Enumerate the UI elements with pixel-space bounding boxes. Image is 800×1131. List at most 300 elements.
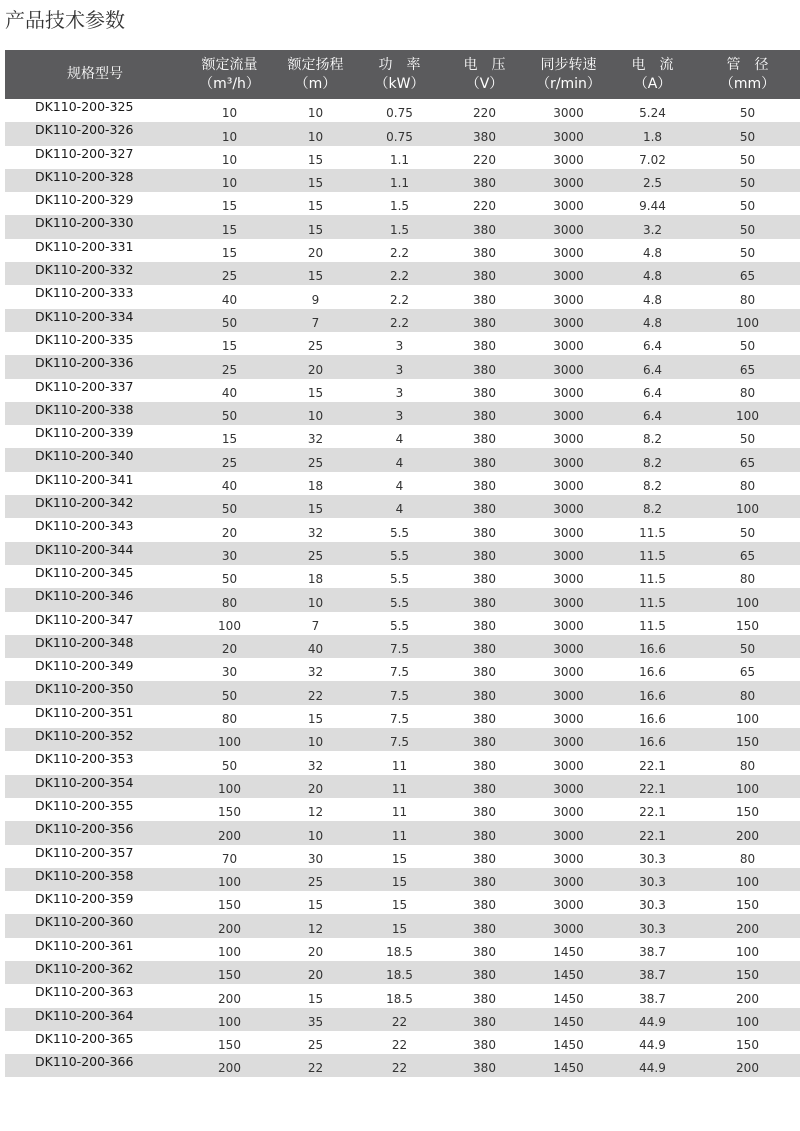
- head-cell: 12: [307, 805, 324, 820]
- table-row: [5, 215, 800, 238]
- current-cell: 4.8: [642, 246, 663, 261]
- table-row: [5, 1054, 800, 1077]
- head-cell: 32: [307, 758, 324, 773]
- table-row: [5, 728, 800, 751]
- head-cell: 30: [307, 851, 324, 866]
- column-header-unit: （kW）: [374, 75, 425, 92]
- voltage-cell: 380: [473, 432, 496, 447]
- voltage-cell: 380: [473, 758, 496, 773]
- head-cell: 15: [307, 269, 324, 284]
- current-cell: 22.1: [639, 805, 666, 820]
- flow-cell: 10: [221, 129, 238, 144]
- table-row: [5, 658, 800, 681]
- flow-cell: 20: [221, 525, 238, 540]
- head-cell: 20: [307, 246, 324, 261]
- table-row: [5, 379, 800, 402]
- flow-cell: 200: [218, 921, 241, 936]
- model-cell: DK110-200-363: [35, 984, 134, 1000]
- power-cell: 2.2: [389, 269, 410, 284]
- model-cell: DK110-200-358: [35, 867, 134, 883]
- head-cell: 25: [307, 1038, 324, 1053]
- model-cell: DK110-200-330: [35, 215, 134, 231]
- flow-cell: 15: [221, 432, 238, 447]
- model-cell: DK110-200-336: [35, 355, 134, 371]
- head-cell: 22: [307, 688, 324, 703]
- head-cell: 25: [307, 548, 324, 563]
- voltage-cell: 380: [473, 409, 496, 424]
- model-cell: DK110-200-331: [35, 238, 134, 254]
- table-row: [5, 169, 800, 192]
- pipe-diameter-cell: 50: [739, 106, 756, 121]
- model-cell: DK110-200-350: [35, 681, 134, 697]
- table-row: [5, 565, 800, 588]
- model-cell: DK110-200-355: [35, 797, 134, 813]
- table-body: [5, 99, 800, 1077]
- power-cell: 4: [395, 455, 404, 470]
- current-cell: 30.3: [639, 898, 666, 913]
- column-header-name: 规格型号: [67, 66, 123, 82]
- power-cell: 2.2: [389, 315, 410, 330]
- power-cell: 7.5: [389, 642, 410, 657]
- model-cell: DK110-200-340: [35, 448, 134, 464]
- column-header-name: 电 流: [631, 56, 674, 73]
- voltage-cell: 380: [473, 548, 496, 563]
- speed-cell: 3000: [553, 152, 584, 167]
- power-cell: 18.5: [386, 991, 413, 1006]
- model-cell: DK110-200-356: [35, 821, 134, 837]
- flow-cell: 50: [221, 409, 238, 424]
- current-cell: 38.7: [639, 968, 666, 983]
- flow-cell: 50: [221, 572, 238, 587]
- voltage-cell: 380: [473, 805, 496, 820]
- column-header-unit: （m³/h）: [199, 75, 260, 92]
- head-cell: 10: [307, 828, 324, 843]
- head-cell: 15: [307, 152, 324, 167]
- current-cell: 22.1: [639, 758, 666, 773]
- power-cell: 0.75: [386, 106, 413, 121]
- model-cell: DK110-200-354: [35, 774, 134, 790]
- power-cell: 18.5: [386, 968, 413, 983]
- model-cell: DK110-200-344: [35, 541, 134, 557]
- voltage-cell: 380: [473, 851, 496, 866]
- head-cell: 32: [307, 432, 324, 447]
- current-cell: 6.4: [642, 339, 663, 354]
- model-cell: DK110-200-333: [35, 285, 134, 301]
- power-cell: 7.5: [389, 712, 410, 727]
- model-cell: DK110-200-349: [35, 658, 134, 674]
- current-cell: 8.2: [642, 479, 663, 494]
- model-cell: DK110-200-325: [35, 99, 134, 114]
- pipe-diameter-cell: 100: [736, 712, 759, 727]
- current-cell: 9.44: [639, 199, 666, 214]
- flow-cell: 100: [218, 735, 241, 750]
- head-cell: 20: [307, 968, 324, 983]
- flow-cell: 50: [221, 758, 238, 773]
- current-cell: 8.2: [642, 432, 663, 447]
- voltage-cell: 380: [473, 315, 496, 330]
- voltage-cell: 380: [473, 944, 496, 959]
- table-row: [5, 472, 800, 495]
- flow-cell: 150: [218, 968, 241, 983]
- speed-cell: 3000: [553, 525, 584, 540]
- table-row: [5, 122, 800, 145]
- speed-cell: 3000: [553, 805, 584, 820]
- current-cell: 3.2: [642, 222, 663, 237]
- flow-cell: 10: [221, 106, 238, 121]
- flow-cell: 15: [221, 246, 238, 261]
- speed-cell: 3000: [553, 339, 584, 354]
- table-row: [5, 332, 800, 355]
- speed-cell: 3000: [553, 921, 584, 936]
- speed-cell: 3000: [553, 432, 584, 447]
- voltage-cell: 220: [473, 199, 496, 214]
- power-cell: 11: [391, 781, 408, 796]
- table-row: [5, 192, 800, 215]
- power-cell: 5.5: [389, 595, 410, 610]
- column-header-power: [357, 50, 442, 99]
- header-row: [5, 50, 800, 99]
- column-header-name: 额定流量: [201, 56, 258, 73]
- flow-cell: 50: [221, 502, 238, 517]
- speed-cell: 3000: [553, 735, 584, 750]
- flow-cell: 150: [218, 1038, 241, 1053]
- pipe-diameter-cell: 100: [736, 502, 759, 517]
- power-cell: 5.5: [389, 572, 410, 587]
- current-cell: 30.3: [639, 921, 666, 936]
- current-cell: 8.2: [642, 502, 663, 517]
- voltage-cell: 380: [473, 595, 496, 610]
- table-row: [5, 751, 800, 774]
- current-cell: 1.8: [642, 129, 663, 144]
- speed-cell: 3000: [553, 129, 584, 144]
- pipe-diameter-cell: 65: [739, 665, 756, 680]
- power-cell: 5.5: [389, 525, 410, 540]
- head-cell: 40: [307, 642, 324, 657]
- current-cell: 38.7: [639, 991, 666, 1006]
- power-cell: 2.2: [389, 246, 410, 261]
- head-cell: 25: [307, 875, 324, 890]
- flow-cell: 100: [218, 618, 241, 633]
- pipe-diameter-cell: 150: [736, 618, 759, 633]
- model-cell: DK110-200-332: [35, 262, 134, 278]
- table-row: [5, 355, 800, 378]
- pipe-diameter-cell: 50: [739, 222, 756, 237]
- column-header-name: 电 压: [463, 56, 506, 73]
- current-cell: 11.5: [639, 525, 666, 540]
- table-row: [5, 146, 800, 169]
- model-cell: DK110-200-338: [35, 401, 134, 417]
- table-row: [5, 705, 800, 728]
- voltage-cell: 380: [473, 525, 496, 540]
- current-cell: 6.4: [642, 409, 663, 424]
- head-cell: 10: [307, 409, 324, 424]
- current-cell: 4.8: [642, 269, 663, 284]
- power-cell: 4: [395, 479, 404, 494]
- head-cell: 25: [307, 339, 324, 354]
- current-cell: 16.6: [639, 712, 666, 727]
- power-cell: 22: [391, 1014, 408, 1029]
- speed-cell: 3000: [553, 548, 584, 563]
- speed-cell: 1450: [553, 968, 584, 983]
- voltage-cell: 380: [473, 455, 496, 470]
- voltage-cell: 380: [473, 222, 496, 237]
- speed-cell: 3000: [553, 292, 584, 307]
- power-cell: 7.5: [389, 665, 410, 680]
- flow-cell: 15: [221, 222, 238, 237]
- speed-cell: 3000: [553, 781, 584, 796]
- table-row: [5, 99, 800, 122]
- voltage-cell: 220: [473, 152, 496, 167]
- pipe-diameter-cell: 80: [739, 479, 756, 494]
- flow-cell: 100: [218, 944, 241, 959]
- flow-cell: 40: [221, 292, 238, 307]
- column-header-head: [274, 50, 357, 99]
- speed-cell: 1450: [553, 1061, 584, 1076]
- model-cell: DK110-200-339: [35, 425, 134, 441]
- flow-cell: 30: [221, 665, 238, 680]
- column-header-name: 同步转速: [540, 56, 597, 73]
- speed-cell: 1450: [553, 944, 584, 959]
- head-cell: 15: [307, 502, 324, 517]
- head-cell: 15: [307, 385, 324, 400]
- pipe-diameter-cell: 80: [739, 572, 756, 587]
- pipe-diameter-cell: 100: [736, 315, 759, 330]
- column-header-flow: [185, 50, 274, 99]
- flow-cell: 30: [221, 548, 238, 563]
- power-cell: 4: [395, 502, 404, 517]
- power-cell: 2.2: [389, 292, 410, 307]
- pipe-diameter-cell: 200: [736, 921, 759, 936]
- speed-cell: 3000: [553, 315, 584, 330]
- speed-cell: 3000: [553, 502, 584, 517]
- head-cell: 25: [307, 455, 324, 470]
- pipe-diameter-cell: 50: [739, 246, 756, 261]
- table-row: [5, 821, 800, 844]
- pipe-diameter-cell: 200: [736, 1061, 759, 1076]
- speed-cell: 3000: [553, 595, 584, 610]
- voltage-cell: 380: [473, 968, 496, 983]
- flow-cell: 15: [221, 199, 238, 214]
- flow-cell: 100: [218, 781, 241, 796]
- pipe-diameter-cell: 65: [739, 455, 756, 470]
- pipe-diameter-cell: 65: [739, 269, 756, 284]
- head-cell: 10: [307, 129, 324, 144]
- voltage-cell: 220: [473, 106, 496, 121]
- head-cell: 15: [307, 199, 324, 214]
- speed-cell: 1450: [553, 1014, 584, 1029]
- column-header-unit: （mm）: [719, 75, 776, 92]
- model-cell: DK110-200-351: [35, 704, 134, 720]
- pipe-diameter-cell: 50: [739, 199, 756, 214]
- voltage-cell: 380: [473, 176, 496, 191]
- head-cell: 20: [307, 362, 324, 377]
- head-cell: 9: [311, 292, 320, 307]
- head-cell: 7: [311, 315, 320, 330]
- power-cell: 7.5: [389, 688, 410, 703]
- voltage-cell: 380: [473, 246, 496, 261]
- power-cell: 3: [395, 362, 404, 377]
- flow-cell: 200: [218, 1061, 241, 1076]
- model-cell: DK110-200-346: [35, 588, 134, 604]
- voltage-cell: 380: [473, 1038, 496, 1053]
- model-cell: DK110-200-357: [35, 844, 134, 860]
- pipe-diameter-cell: 150: [736, 898, 759, 913]
- model-cell: DK110-200-361: [35, 937, 134, 953]
- table-row: [5, 914, 800, 937]
- column-header-name: 功 率: [378, 56, 421, 73]
- model-cell: DK110-200-328: [35, 168, 134, 184]
- flow-cell: 25: [221, 362, 238, 377]
- table-row: [5, 635, 800, 658]
- power-cell: 4: [395, 432, 404, 447]
- speed-cell: 3000: [553, 362, 584, 377]
- model-cell: DK110-200-334: [35, 308, 134, 324]
- table-row: [5, 239, 800, 262]
- current-cell: 30.3: [639, 875, 666, 890]
- power-cell: 3: [395, 409, 404, 424]
- pipe-diameter-cell: 80: [739, 385, 756, 400]
- page-title: 产品技术参数: [5, 8, 125, 32]
- speed-cell: 3000: [553, 269, 584, 284]
- flow-cell: 100: [218, 1014, 241, 1029]
- speed-cell: 3000: [553, 688, 584, 703]
- flow-cell: 50: [221, 688, 238, 703]
- head-cell: 15: [307, 991, 324, 1006]
- model-cell: DK110-200-348: [35, 634, 134, 650]
- head-cell: 10: [307, 106, 324, 121]
- pipe-diameter-cell: 50: [739, 152, 756, 167]
- speed-cell: 3000: [553, 851, 584, 866]
- flow-cell: 80: [221, 712, 238, 727]
- model-cell: DK110-200-353: [35, 751, 134, 767]
- model-cell: DK110-200-337: [35, 378, 134, 394]
- table-row: [5, 588, 800, 611]
- pipe-diameter-cell: 200: [736, 991, 759, 1006]
- flow-cell: 200: [218, 991, 241, 1006]
- flow-cell: 150: [218, 805, 241, 820]
- voltage-cell: 380: [473, 572, 496, 587]
- pipe-diameter-cell: 50: [739, 525, 756, 540]
- pipe-diameter-cell: 50: [739, 339, 756, 354]
- table-row: [5, 448, 800, 471]
- current-cell: 44.9: [639, 1061, 666, 1076]
- current-cell: 16.6: [639, 642, 666, 657]
- current-cell: 44.9: [639, 1014, 666, 1029]
- table-row: [5, 1031, 800, 1054]
- column-header-model: [5, 50, 185, 99]
- voltage-cell: 380: [473, 898, 496, 913]
- speed-cell: 3000: [553, 618, 584, 633]
- power-cell: 5.5: [389, 618, 410, 633]
- voltage-cell: 380: [473, 618, 496, 633]
- pipe-diameter-cell: 50: [739, 432, 756, 447]
- speed-cell: 3000: [553, 828, 584, 843]
- power-cell: 11: [391, 758, 408, 773]
- voltage-cell: 380: [473, 665, 496, 680]
- model-cell: DK110-200-359: [35, 891, 134, 907]
- voltage-cell: 380: [473, 292, 496, 307]
- head-cell: 15: [307, 898, 324, 913]
- table-row: [5, 775, 800, 798]
- head-cell: 15: [307, 712, 324, 727]
- current-cell: 4.8: [642, 315, 663, 330]
- model-cell: DK110-200-347: [35, 611, 134, 627]
- table-row: [5, 961, 800, 984]
- table-header: [5, 50, 800, 99]
- speed-cell: 3000: [553, 385, 584, 400]
- pipe-diameter-cell: 50: [739, 176, 756, 191]
- column-header-unit: （V）: [465, 75, 504, 92]
- column-header-unit: （A）: [633, 75, 672, 92]
- head-cell: 35: [307, 1014, 324, 1029]
- speed-cell: 3000: [553, 898, 584, 913]
- flow-cell: 100: [218, 875, 241, 890]
- power-cell: 3: [395, 339, 404, 354]
- pipe-diameter-cell: 100: [736, 781, 759, 796]
- pipe-diameter-cell: 100: [736, 409, 759, 424]
- pipe-diameter-cell: 100: [736, 1014, 759, 1029]
- table-row: [5, 518, 800, 541]
- model-cell: DK110-200-366: [35, 1054, 134, 1070]
- pipe-diameter-cell: 100: [736, 944, 759, 959]
- power-cell: 1.5: [389, 199, 410, 214]
- model-cell: DK110-200-364: [35, 1007, 134, 1023]
- current-cell: 16.6: [639, 665, 666, 680]
- speed-cell: 3000: [553, 875, 584, 890]
- head-cell: 7: [311, 618, 320, 633]
- model-cell: DK110-200-329: [35, 192, 134, 208]
- power-cell: 5.5: [389, 548, 410, 563]
- flow-cell: 200: [218, 828, 241, 843]
- pipe-diameter-cell: 150: [736, 1038, 759, 1053]
- speed-cell: 3000: [553, 665, 584, 680]
- model-cell: DK110-200-345: [35, 564, 134, 580]
- pipe-diameter-cell: 50: [739, 642, 756, 657]
- head-cell: 15: [307, 222, 324, 237]
- table-row: [5, 425, 800, 448]
- power-cell: 15: [391, 851, 408, 866]
- current-cell: 6.4: [642, 362, 663, 377]
- pipe-diameter-cell: 200: [736, 828, 759, 843]
- table-row: [5, 612, 800, 635]
- column-header-name: 额定扬程: [287, 56, 344, 73]
- speed-cell: 3000: [553, 176, 584, 191]
- power-cell: 18.5: [386, 944, 413, 959]
- head-cell: 32: [307, 525, 324, 540]
- current-cell: 7.02: [639, 152, 666, 167]
- column-header-current: [610, 50, 695, 99]
- voltage-cell: 380: [473, 385, 496, 400]
- voltage-cell: 380: [473, 642, 496, 657]
- speed-cell: 3000: [553, 758, 584, 773]
- flow-cell: 10: [221, 176, 238, 191]
- power-cell: 15: [391, 898, 408, 913]
- pipe-diameter-cell: 150: [736, 735, 759, 750]
- current-cell: 8.2: [642, 455, 663, 470]
- voltage-cell: 380: [473, 781, 496, 796]
- speed-cell: 1450: [553, 991, 584, 1006]
- voltage-cell: 380: [473, 875, 496, 890]
- current-cell: 22.1: [639, 781, 666, 796]
- voltage-cell: 380: [473, 339, 496, 354]
- current-cell: 6.4: [642, 385, 663, 400]
- table-row: [5, 891, 800, 914]
- head-cell: 18: [307, 572, 324, 587]
- pipe-diameter-cell: 50: [739, 129, 756, 144]
- speed-cell: 1450: [553, 1038, 584, 1053]
- column-header-unit: （m）: [294, 75, 337, 92]
- voltage-cell: 380: [473, 921, 496, 936]
